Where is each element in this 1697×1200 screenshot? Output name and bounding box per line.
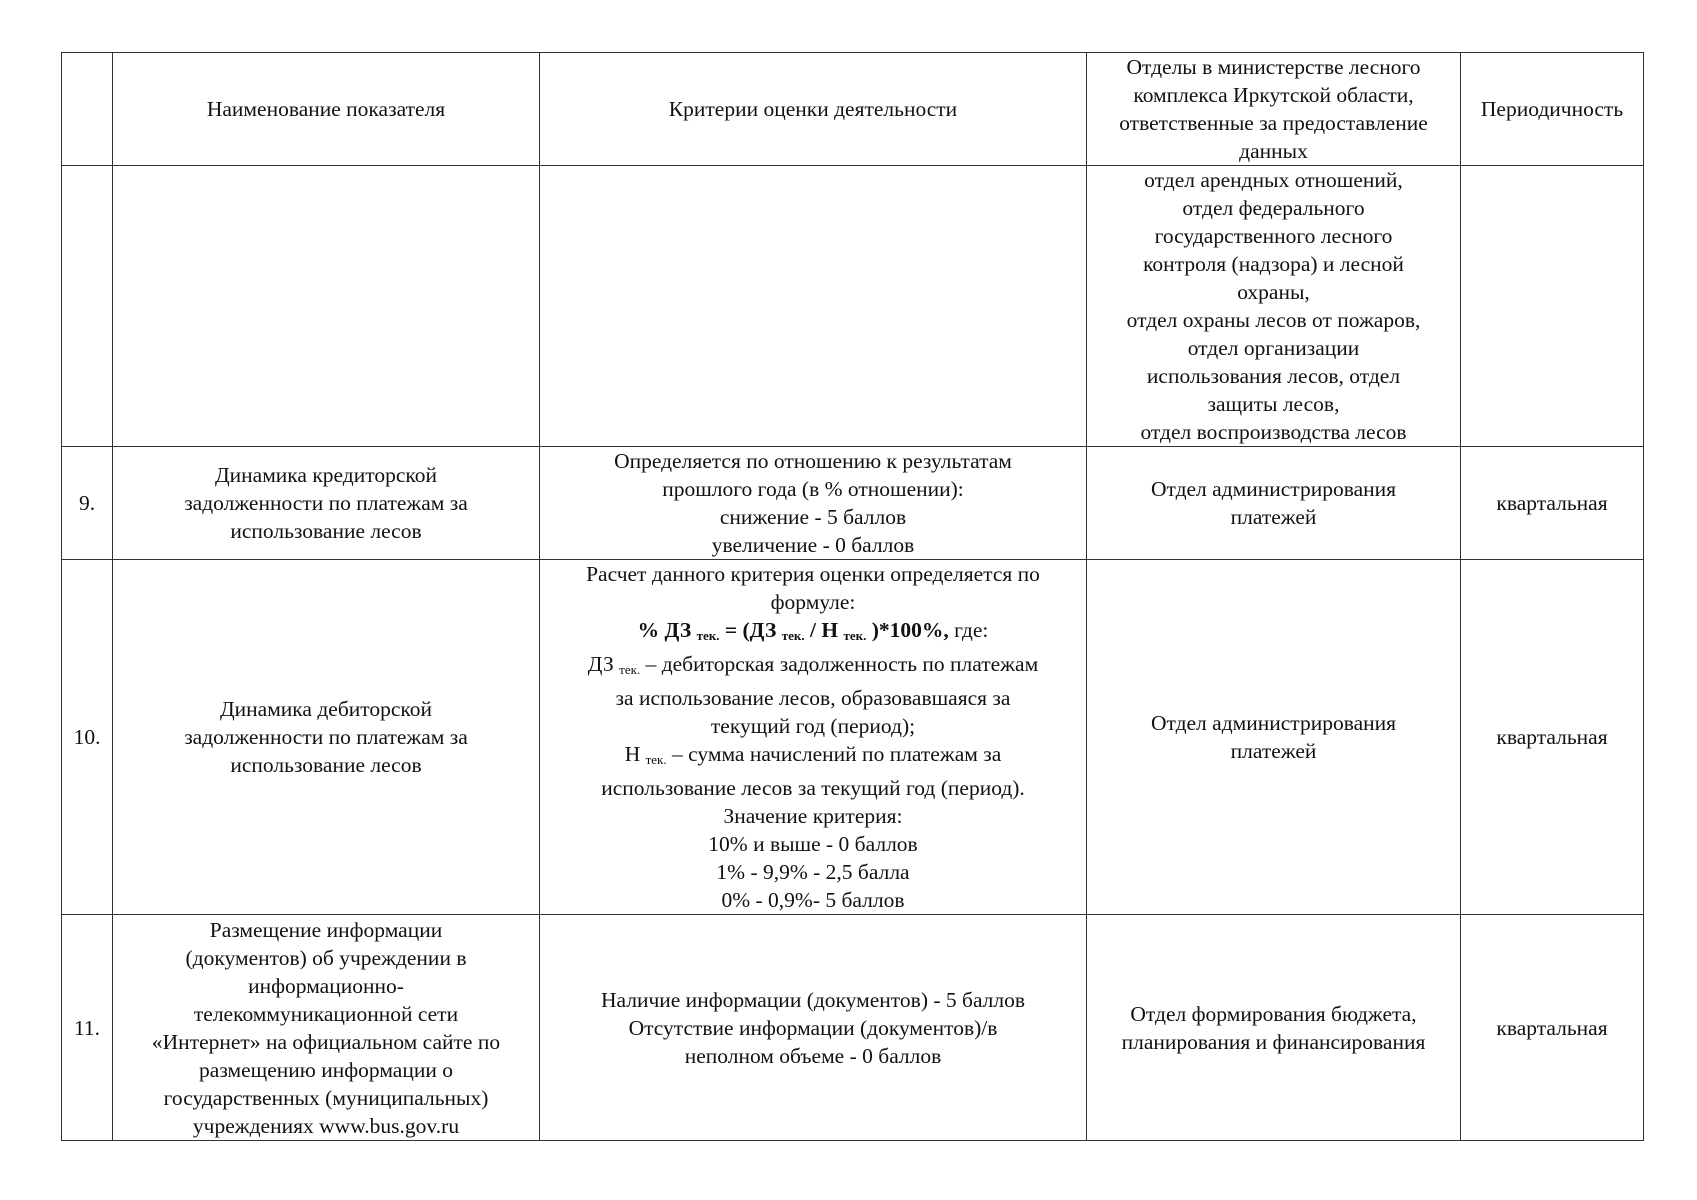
text-line: снижение - 5 баллов <box>719 505 907 529</box>
formula-sub: тек. <box>781 628 805 643</box>
text-line: Размещение информации <box>209 917 443 942</box>
row-name <box>113 560 540 915</box>
text-line: информационно- <box>248 973 404 998</box>
text-line: отдел арендных отношений, <box>1144 168 1403 192</box>
table-row <box>62 447 1644 560</box>
header-criteria: Критерии оценки деятельности <box>540 53 1087 166</box>
row-name <box>113 166 540 447</box>
row-criteria <box>540 915 1087 1141</box>
row-num <box>62 166 113 447</box>
row-departments <box>1087 166 1461 447</box>
text-line: комплекса Иркутской области, <box>1133 83 1414 107</box>
text-line: охраны, <box>1237 280 1310 304</box>
row-num: 9. <box>62 447 113 560</box>
def-text: – дебиторская задолженность по платежам <box>640 652 1039 676</box>
row-period <box>1461 166 1644 447</box>
row-departments <box>1087 915 1461 1141</box>
text-line: контроля (надзора) и лесной <box>1143 252 1404 276</box>
text-line: формуле: <box>770 590 856 614</box>
row-name <box>113 447 540 560</box>
text-line: текущий год (период); <box>710 714 916 738</box>
def-term: Н <box>624 742 641 766</box>
header-departments <box>1087 53 1461 166</box>
text-line: Динамика дебиторской <box>219 697 433 721</box>
text-line: Отдел администрирования <box>1150 711 1397 735</box>
table-row <box>62 166 1644 447</box>
row-num: 10. <box>62 560 113 915</box>
def-sub: тек. <box>619 662 641 677</box>
table-header-row <box>62 53 1644 166</box>
text-line: отдел охраны лесов от пожаров, <box>1126 308 1421 332</box>
formula-part: / Н <box>804 618 839 642</box>
text-line: телекоммуникационной сети <box>193 1001 459 1026</box>
formula <box>546 616 1080 650</box>
header-period: Периодичность <box>1461 53 1644 166</box>
formula-tail: где: <box>948 618 989 642</box>
def-sub: тек. <box>645 752 667 767</box>
text-line: государственного лесного <box>1154 224 1393 248</box>
text-line: (документов) об учреждении в <box>185 945 467 970</box>
text-line: отдел федерального <box>1182 196 1365 220</box>
row-period: квартальная <box>1461 560 1644 915</box>
text-line: Динамика кредиторской <box>214 463 438 487</box>
row-criteria <box>540 447 1087 560</box>
text-line: 1% - 9,9% - 2,5 балла <box>716 860 910 884</box>
text-line: платежей <box>1230 505 1317 529</box>
formula-part: = (ДЗ <box>719 618 777 642</box>
text-line: использование лесов <box>230 753 422 777</box>
text-line: учреждениях www.bus.gov.ru <box>192 1113 460 1138</box>
text-line: Значение критерия: <box>723 804 903 828</box>
text-line: неполном объеме - 0 баллов <box>684 1043 942 1068</box>
row-criteria <box>540 166 1087 447</box>
text-line: ответственные за предоставление <box>1119 111 1428 135</box>
table-row <box>62 915 1644 1141</box>
formula-sub: тек. <box>696 628 720 643</box>
formula-part: % ДЗ <box>637 618 692 642</box>
text-line: использования лесов, отдел <box>1146 364 1401 388</box>
definition-line <box>546 740 1080 774</box>
text-line: Отдел формирования бюджета, <box>1130 1001 1417 1026</box>
text-line: отдел воспроизводства лесов <box>1140 420 1407 444</box>
text-line: задолженности по платежам за <box>184 491 468 515</box>
text-line: за использование лесов, образовавшаяся за <box>615 686 1011 710</box>
row-criteria <box>540 560 1087 915</box>
text-line: 0% - 0,9%- 5 баллов <box>721 888 905 912</box>
text-line: данных <box>1239 139 1308 163</box>
text-line: Отделы в министерстве лесного <box>1126 55 1421 79</box>
row-departments <box>1087 447 1461 560</box>
row-num: 11. <box>62 915 113 1141</box>
table-row <box>62 560 1644 915</box>
text-line: 10% и выше - 0 баллов <box>708 832 918 856</box>
text-line: государственных (муниципальных) <box>163 1085 489 1110</box>
formula-part: )*100%, <box>866 618 949 642</box>
row-period: квартальная <box>1461 915 1644 1141</box>
row-period: квартальная <box>1461 447 1644 560</box>
def-term: ДЗ <box>587 652 614 676</box>
text-line: использование лесов за текущий год (период). <box>601 776 1025 800</box>
text-line: Наличие информации (документов) - 5 баллов <box>600 987 1026 1012</box>
text-line: увеличение - 0 баллов <box>711 533 915 557</box>
text-line: защиты лесов, <box>1207 392 1340 416</box>
text-line: отдел организации <box>1187 336 1360 360</box>
def-text: – сумма начислений по платежам за <box>666 742 1002 766</box>
header-num <box>62 53 113 166</box>
row-departments <box>1087 560 1461 915</box>
text-line: «Интернет» на официальном сайте по <box>151 1029 501 1054</box>
text-line: размещению информации о <box>199 1057 453 1082</box>
text-line: задолженности по платежам за <box>184 725 468 749</box>
indicators-table <box>61 52 1644 1141</box>
formula-sub: тек. <box>843 628 867 643</box>
row-name <box>113 915 540 1141</box>
text-line: планирования и финансирования <box>1121 1029 1426 1054</box>
header-name: Наименование показателя <box>113 53 540 166</box>
text-line: Отсутствие информации (документов)/в <box>628 1015 998 1040</box>
text-line: Расчет данного критерия оценки определяется по <box>586 562 1040 586</box>
text-line: использование лесов <box>230 519 422 543</box>
text-line: прошлого года (в % отношении): <box>662 477 964 501</box>
text-line: Отдел администрирования <box>1150 477 1397 501</box>
text-line: Определяется по отношению к результатам <box>614 449 1012 473</box>
definition-line <box>546 650 1080 684</box>
text-line: платежей <box>1230 739 1317 763</box>
